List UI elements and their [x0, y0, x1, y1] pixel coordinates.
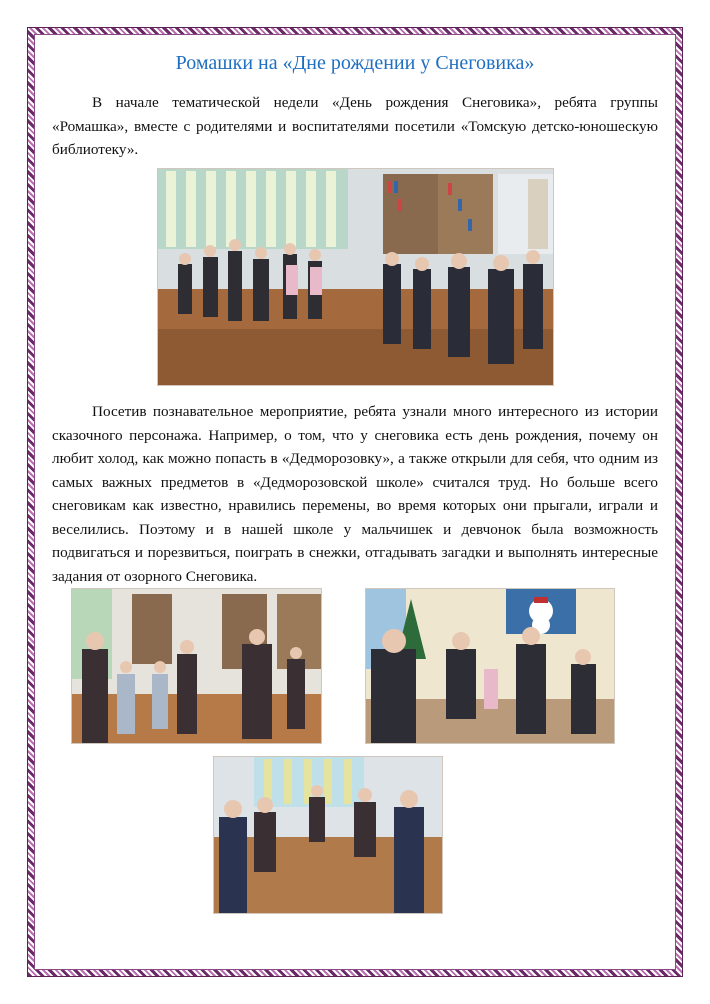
library-group-photo: [157, 168, 554, 386]
page-title: Ромашки на «Дне рождении у Снеговика»: [175, 52, 535, 74]
activity-photo-library: [71, 588, 322, 744]
body-paragraph: Посетив познавательное мероприятие, ребята узнали много интересного из истории сказочного персонажа. Например, о том, что у снеговика есть день рождения, почему он любит холод, как можно попасть в «Дедморозовку», а также открыли для себя, что одним из самых важных предметов в «Дедморозовской школе» считался труд. Но больше всего снеговикам как известно, нравились перемены, во время которых они прыгали, играли и веселились. Поэтому и в нашей школе у мальчишек и девчонок была возможность подвигаться и порезвиться, поиграть в снежки, отгадывать загадки и выполнять интересные задания от озорного Снеговика.: [52, 403, 658, 585]
intro-paragraph: В начале тематической недели «День рождения Снеговика», ребята группы «Ромашка», вместе с родителями и воспитателями посетили «Томскую детско-юношескую библиотеку».: [52, 94, 658, 158]
activity-photo-snowman-screen: [365, 588, 615, 744]
activity-photo-circle-game: [213, 756, 443, 914]
